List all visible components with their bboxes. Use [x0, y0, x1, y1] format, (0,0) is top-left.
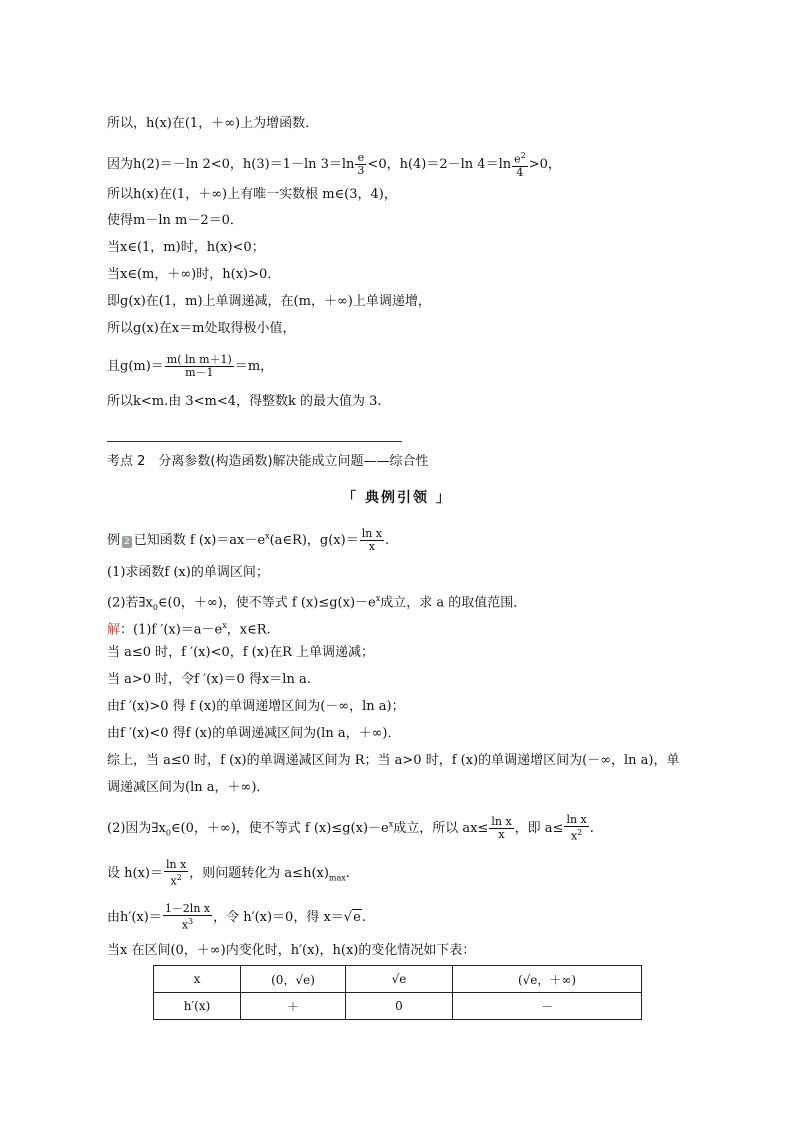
- text: .: [345, 865, 350, 881]
- fraction-gm: [165, 354, 234, 379]
- example-question: [107, 528, 389, 553]
- text: 因为h(2)＝－ln 2<0，h(3)＝1－ln 3＝ln: [107, 156, 355, 172]
- text: ∈(0，＋∞)，使不等式 f (x)≤g(x)－e: [157, 595, 376, 611]
- solution-label: 解: [107, 622, 121, 638]
- subscript: 0: [165, 828, 171, 838]
- table-cell: －: [453, 993, 642, 1020]
- solution-8: [107, 814, 594, 843]
- text: (2)若∃x: [107, 595, 153, 611]
- table-cell: √e: [346, 966, 453, 993]
- line-5: 当x∈(1，m)时，h(x)<0；: [107, 240, 265, 255]
- denominator: 3: [357, 163, 365, 177]
- variation-table: [153, 965, 642, 1020]
- question-2: [107, 591, 526, 616]
- line-4: 使得m－ln m－2＝0．: [107, 213, 243, 228]
- line-2: [107, 150, 561, 179]
- text: ＝m，: [234, 359, 274, 374]
- table-cell: 0: [346, 993, 453, 1020]
- table-cell: ＋: [241, 993, 346, 1020]
- table-row: [154, 993, 642, 1020]
- fraction-h: [164, 859, 188, 888]
- fraction-hprime: [163, 903, 212, 932]
- text: >0，: [528, 156, 561, 172]
- section-title: 考点 2 分离参数(构造函数)解决能成立问题——综合性: [107, 454, 429, 469]
- superscript: x: [265, 531, 270, 541]
- numerator: e: [355, 152, 366, 165]
- superscript: x: [222, 621, 227, 630]
- table-cell: h′(x): [154, 993, 241, 1020]
- line-7: 即g(x)在(1，m)上单调递减，在(m，＋∞)上单调递增，: [107, 294, 431, 309]
- example-badge: 2: [124, 537, 130, 547]
- superscript: x: [388, 819, 394, 829]
- table-row: [154, 966, 642, 993]
- text: 成立，求 a 的取值范围．: [380, 595, 527, 611]
- text: ，则问题转化为 a≤h(x): [189, 865, 329, 881]
- solution-7: 调递减区间为(ln a，＋∞)．: [107, 780, 270, 795]
- text: 由h′(x)＝: [107, 909, 162, 925]
- section-heading: 「 典例引领 」: [342, 490, 452, 506]
- solution-2: 当 a≤0 时，f ′(x)<0，f (x)在R 上单调递减；: [107, 645, 375, 660]
- text: .: [385, 533, 390, 548]
- fraction-e2-over-4: [512, 150, 528, 179]
- denominator: $x^2$: [170, 873, 182, 888]
- question-1: (1)求函数f (x)的单调区间；: [107, 565, 269, 580]
- text: 成立，所以 ax≤: [393, 820, 489, 836]
- denominator: $x^2$: [570, 828, 583, 843]
- denominator: x: [498, 827, 505, 841]
- solution-6: 综上，当 a≤0 时，f (x)的单调递减区间为 R；当 a>0 时，f (x)的单调递增区间为(－∞，ln a)，单: [107, 753, 680, 768]
- fraction-e-over-3: [355, 152, 366, 177]
- superscript: x: [375, 594, 381, 603]
- numerator: 1－2ln x: [164, 902, 211, 915]
- line-3: 所以h(x)在(1，＋∞)上有唯一实数根 m∈(3，4)，: [107, 187, 397, 202]
- solution-4: 由f ′(x)>0 得 f (x)的单调递增区间为(－∞，ln a)；: [107, 699, 405, 714]
- denominator: $x^3$: [181, 917, 194, 932]
- subscript: 0: [152, 602, 158, 612]
- table-cell: (√e，＋∞): [453, 966, 642, 993]
- text: .: [589, 820, 594, 836]
- text: (2)因为∃x: [107, 820, 166, 836]
- text: ，即 a≤: [514, 820, 564, 836]
- text: <0，h(4)＝2－ln 4＝ln: [367, 156, 512, 172]
- table-cell: x: [154, 966, 241, 993]
- text: ：(1)f ′(x)＝a－e: [120, 622, 223, 638]
- denominator: m－1: [185, 366, 214, 379]
- numerator: ln x: [491, 814, 512, 828]
- line-8: 所以g(x)在x＝m处取得极小值，: [107, 321, 296, 336]
- denominator: 4: [516, 165, 524, 179]
- numerator: ln x: [566, 813, 587, 826]
- text: ，x∈R.: [226, 622, 271, 638]
- solution-1: [107, 618, 271, 638]
- text: 且g(m)＝: [107, 359, 164, 374]
- section-divider: [107, 441, 402, 442]
- table-cell: (0，√e): [241, 966, 346, 993]
- subscript: max: [328, 873, 346, 883]
- text: ，令 h′(x)＝0，得 x＝: [213, 909, 344, 925]
- line-9: [107, 354, 273, 379]
- line-10: 所以k<m.由 3<m<4，得整数k 的最大值为 3.: [107, 394, 382, 409]
- example-label: 例: [107, 533, 121, 548]
- text: .: [361, 909, 366, 925]
- text: 已知函数 f (x)＝ax－e: [133, 533, 266, 548]
- solution-5: 由f ′(x)<0 得f (x)的单调递减区间为(ln a，＋∞)．: [107, 726, 401, 741]
- denominator: x: [368, 540, 375, 553]
- fraction-lnx-over-x2: [564, 814, 588, 843]
- text: 设 h(x)＝: [107, 865, 163, 881]
- numerator: $e^2$: [514, 151, 526, 166]
- solution-11: 当x 在区间(0，＋∞)内变化时，h′(x)，h(x)的变化情况如下表：: [107, 943, 476, 958]
- numerator: ln x: [361, 527, 383, 540]
- numerator: m( ln m＋1): [166, 353, 232, 366]
- solution-10: [107, 903, 366, 932]
- text: ∈(0，＋∞)，使不等式 f (x)≤g(x)－e: [170, 820, 389, 836]
- sqrt-e: √e: [343, 909, 361, 925]
- numerator: ln x: [165, 858, 187, 871]
- solution-3: 当 a>0 时，令f ′(x)＝0 得x＝ln a.: [107, 672, 311, 687]
- solution-9: [107, 859, 350, 888]
- fraction-lnx-over-x: [489, 816, 513, 841]
- text: (a∈R)，g(x)＝: [269, 533, 359, 548]
- fraction-lnx-over-x: [360, 528, 384, 553]
- line-6: 当x∈(m，＋∞)时，h(x)>0．: [107, 267, 281, 282]
- line-1: 所以，h(x)在(1，＋∞)上为增函数．: [107, 116, 319, 131]
